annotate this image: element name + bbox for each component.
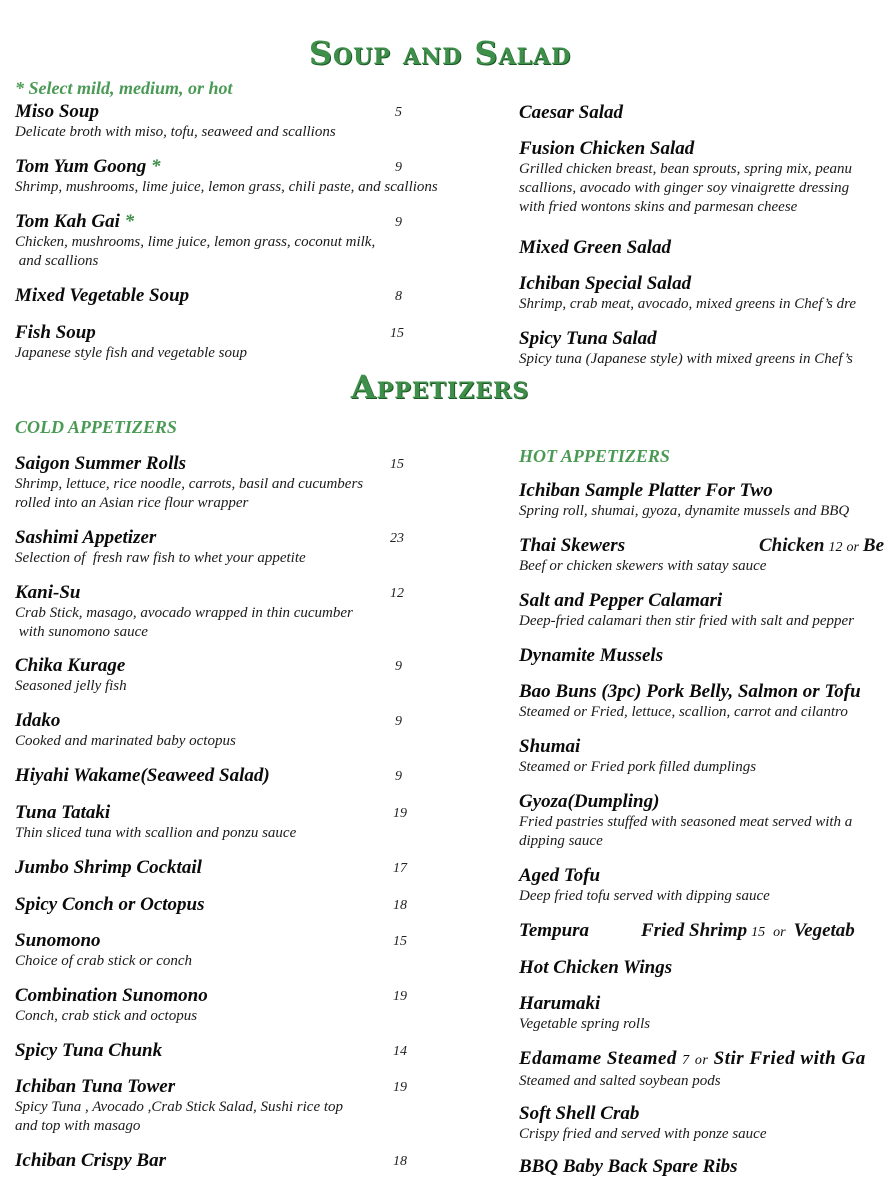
- item-desc-2: and scallions: [15, 253, 99, 269]
- item-price: 12: [390, 586, 404, 601]
- item-name: Spicy Tuna Chunk: [15, 1040, 163, 1061]
- item-desc: Beef or chicken skewers with satay sauce: [519, 558, 767, 574]
- item-name: Caesar Salad: [519, 102, 623, 123]
- item-desc: Cooked and marinated baby octopus: [15, 733, 236, 749]
- soup-item: [15, 101, 336, 142]
- item-name: Tuna Tataki: [15, 802, 111, 823]
- item-desc: Crispy fried and served with ponze sauce: [519, 1126, 767, 1142]
- item-desc: Shrimp, crab meat, avocado, mixed greens in Chef’s dre: [519, 296, 857, 312]
- option-1: Chicken: [759, 535, 825, 556]
- item-desc: Selection of fresh raw fish to whet your appetite: [15, 550, 306, 566]
- hot-item-options: [759, 535, 884, 559]
- item-name: Ichiban Sample Platter For Two: [519, 480, 773, 501]
- hot-item-options: [641, 920, 855, 944]
- option-2: Be: [862, 535, 884, 556]
- item-desc: Seasoned jelly fish: [15, 678, 127, 694]
- item-name: Ichiban Special Salad: [519, 273, 692, 294]
- hot-item: [519, 645, 663, 667]
- item-desc: Fried pastries stuffed with seasoned meat served with a: [519, 814, 853, 830]
- item-desc: Delicate broth with miso, tofu, seaweed and scallions: [15, 124, 336, 140]
- salad-item: [519, 237, 671, 259]
- option-1: Fried Shrimp: [641, 920, 748, 941]
- cold-item: [15, 894, 205, 916]
- item-desc: Chicken, mushrooms, lime juice, lemon grass, coconut milk,: [15, 234, 376, 250]
- item-name: Shumai: [519, 736, 581, 757]
- item-name: Salt and Pepper Calamari: [519, 590, 723, 611]
- hot-item: [519, 1048, 866, 1091]
- item-price: 8: [395, 289, 402, 304]
- hot-item: [519, 535, 766, 576]
- hot-item: [519, 736, 756, 777]
- item-price: 18: [393, 1154, 407, 1169]
- hot-item: [519, 1156, 738, 1178]
- soup-item: [15, 322, 247, 363]
- item-desc-2: dipping sauce: [519, 833, 603, 849]
- item-desc-3: with fried wontons skins and parmesan cheese: [519, 199, 798, 215]
- item-name: Kani-Su: [15, 582, 81, 603]
- option-2: Stir Fried with Ga: [713, 1048, 866, 1069]
- item-name: Ichiban Crispy Bar: [15, 1150, 166, 1171]
- item-name: Harumaki: [519, 993, 601, 1014]
- item-name: Gyoza(Dumpling): [519, 791, 660, 812]
- item-name: Edamame: [519, 1048, 602, 1069]
- item-name: Aged Tofu: [519, 865, 601, 886]
- salad-item: [519, 138, 852, 217]
- item-desc: Steamed or Fried pork filled dumplings: [519, 759, 757, 775]
- item-name: Mixed Green Salad: [519, 237, 671, 258]
- item-price: 9: [395, 659, 402, 674]
- item-name: Sunomono: [15, 930, 101, 951]
- item-name: Soft Shell Crab: [519, 1103, 640, 1124]
- item-name: BBQ Baby Back Spare Ribs: [519, 1156, 738, 1177]
- heading-appetizers: Appetizers: [350, 368, 530, 406]
- item-name: Spicy Tuna Salad: [519, 328, 657, 349]
- item-desc: Grilled chicken breast, bean sprouts, spring mix, peanu: [519, 161, 853, 177]
- or-text: or: [773, 925, 786, 940]
- cold-item: [15, 802, 296, 843]
- item-desc: Steamed or Fried, lettuce, scallion, carrot and cilantro: [519, 704, 848, 720]
- item-desc-2: with sunomono sauce: [15, 624, 148, 640]
- item-name: Tempura: [519, 920, 590, 941]
- item-desc-2: scallions, avocado with ginger soy vinaigrette dressing: [519, 180, 850, 196]
- item-desc: Shrimp, lettuce, rice noodle, carrots, basil and cucumbers: [15, 476, 364, 492]
- soup-item: [15, 285, 189, 307]
- item-desc: Spring roll, shumai, gyoza, dynamite mussels and BBQ: [519, 503, 850, 519]
- item-price: 19: [393, 989, 407, 1004]
- hot-item: [519, 681, 861, 722]
- item-name: Fish Soup: [15, 322, 96, 343]
- item-desc-2: rolled into an Asian rice flour wrapper: [15, 495, 249, 511]
- item-price: 23: [390, 531, 404, 546]
- hot-item: [519, 993, 650, 1034]
- item-price: 14: [393, 1044, 407, 1059]
- item-name: Bao Buns (3pc) Pork Belly, Salmon or Tofu: [519, 681, 861, 702]
- hot-item: [519, 1103, 766, 1144]
- item-price: 15: [390, 457, 404, 472]
- cold-item: [15, 857, 202, 879]
- item-name: Jumbo Shrimp Cocktail: [15, 857, 202, 878]
- item-desc: Japanese style fish and vegetable soup: [15, 345, 248, 361]
- cold-item: [15, 1150, 166, 1172]
- hot-item: [519, 920, 589, 942]
- cold-item: [15, 1076, 343, 1136]
- item-name: Fusion Chicken Salad: [519, 138, 695, 159]
- item-price: 9: [395, 769, 402, 784]
- option-1-price: 7: [682, 1053, 690, 1068]
- heading-soup-salad: Soup and Salad: [308, 34, 572, 72]
- item-desc: Deep fried tofu served with dipping sauce: [519, 888, 770, 904]
- or-text: or: [694, 1053, 709, 1068]
- option-1: Steamed: [606, 1048, 677, 1069]
- spicy-star: *: [124, 211, 135, 232]
- item-desc: Choice of crab stick or conch: [15, 953, 193, 969]
- hot-appetizers-title: HOT APPETIZERS: [519, 446, 670, 466]
- item-name: Miso Soup: [15, 101, 99, 122]
- item-desc: Thin sliced tuna with scallion and ponzu sauce: [15, 825, 297, 841]
- item-desc: Deep-fried calamari then stir fried with salt and pepper: [519, 613, 854, 629]
- hot-item: [519, 590, 854, 631]
- item-price: 15: [393, 934, 407, 949]
- item-price: 17: [393, 861, 407, 876]
- item-name: Hot Chicken Wings: [519, 957, 673, 978]
- soup-item: [15, 211, 375, 271]
- hot-item: [519, 957, 672, 979]
- item-desc: Crab Stick, masago, avocado wrapped in thin cucumber: [15, 605, 353, 621]
- or-text: or: [846, 540, 859, 555]
- item-desc: Conch, crab stick and octopus: [15, 1008, 198, 1024]
- item-name: Tom Yum Goong: [15, 156, 147, 177]
- item-price: 9: [395, 160, 402, 175]
- hot-item: [519, 791, 852, 851]
- item-name: Mixed Vegetable Soup: [15, 285, 190, 306]
- cold-item: [15, 985, 208, 1026]
- soup-note: * Select mild, medium, or hot: [15, 78, 233, 98]
- salad-item: [519, 102, 623, 124]
- item-price: 9: [395, 714, 402, 729]
- option-1-price: 15: [751, 925, 766, 940]
- item-desc: Spicy tuna (Japanese style) with mixed greens in Chef’s: [519, 351, 853, 367]
- cold-item: [15, 930, 192, 971]
- cold-item: [15, 710, 236, 751]
- cold-appetizers-title: COLD APPETIZERS: [15, 417, 177, 437]
- item-name: Idako: [15, 710, 61, 731]
- hot-item: [519, 480, 849, 521]
- item-name: Sashimi Appetizer: [15, 527, 157, 548]
- item-desc-2: and top with masago: [15, 1118, 141, 1134]
- item-name: Spicy Conch or Octopus: [15, 894, 205, 915]
- option-2: Vegetab: [793, 920, 855, 941]
- item-desc: Vegetable spring rolls: [519, 1016, 651, 1032]
- item-name: Combination Sunomono: [15, 985, 208, 1006]
- spicy-star: *: [151, 156, 161, 177]
- item-price: 18: [393, 898, 407, 913]
- cold-item: [15, 655, 127, 696]
- item-name: Thai Skewers: [519, 535, 626, 556]
- item-price: 15: [390, 326, 404, 341]
- salad-item: [519, 273, 856, 314]
- item-price: 5: [395, 105, 402, 120]
- item-name: Hiyahi Wakame(Seaweed Salad): [15, 765, 270, 786]
- item-name: Ichiban Tuna Tower: [15, 1076, 176, 1097]
- item-name: Dynamite Mussels: [519, 645, 664, 666]
- cold-item: [15, 765, 270, 787]
- item-desc: Shrimp, mushrooms, lime juice, lemon grass, chili paste, and scallions: [15, 179, 438, 195]
- cold-item: [15, 527, 306, 568]
- salad-item: [519, 328, 853, 369]
- cold-item: [15, 453, 363, 513]
- soup-item: [15, 156, 438, 197]
- item-price: 9: [395, 215, 402, 230]
- item-price: 19: [393, 806, 407, 821]
- cold-item: [15, 1040, 162, 1062]
- option-1-price: 12: [828, 540, 843, 555]
- item-desc: Steamed and salted soybean pods: [519, 1073, 721, 1089]
- item-price: 19: [393, 1080, 407, 1095]
- item-name: Saigon Summer Rolls: [15, 453, 187, 474]
- hot-item: [519, 865, 770, 906]
- item-name: Chika Kurage: [15, 655, 126, 676]
- cold-item: [15, 582, 353, 642]
- item-desc: Spicy Tuna , Avocado ,Crab Stick Salad, Sushi rice top: [15, 1099, 344, 1115]
- item-name: Tom Kah Gai: [15, 211, 120, 232]
